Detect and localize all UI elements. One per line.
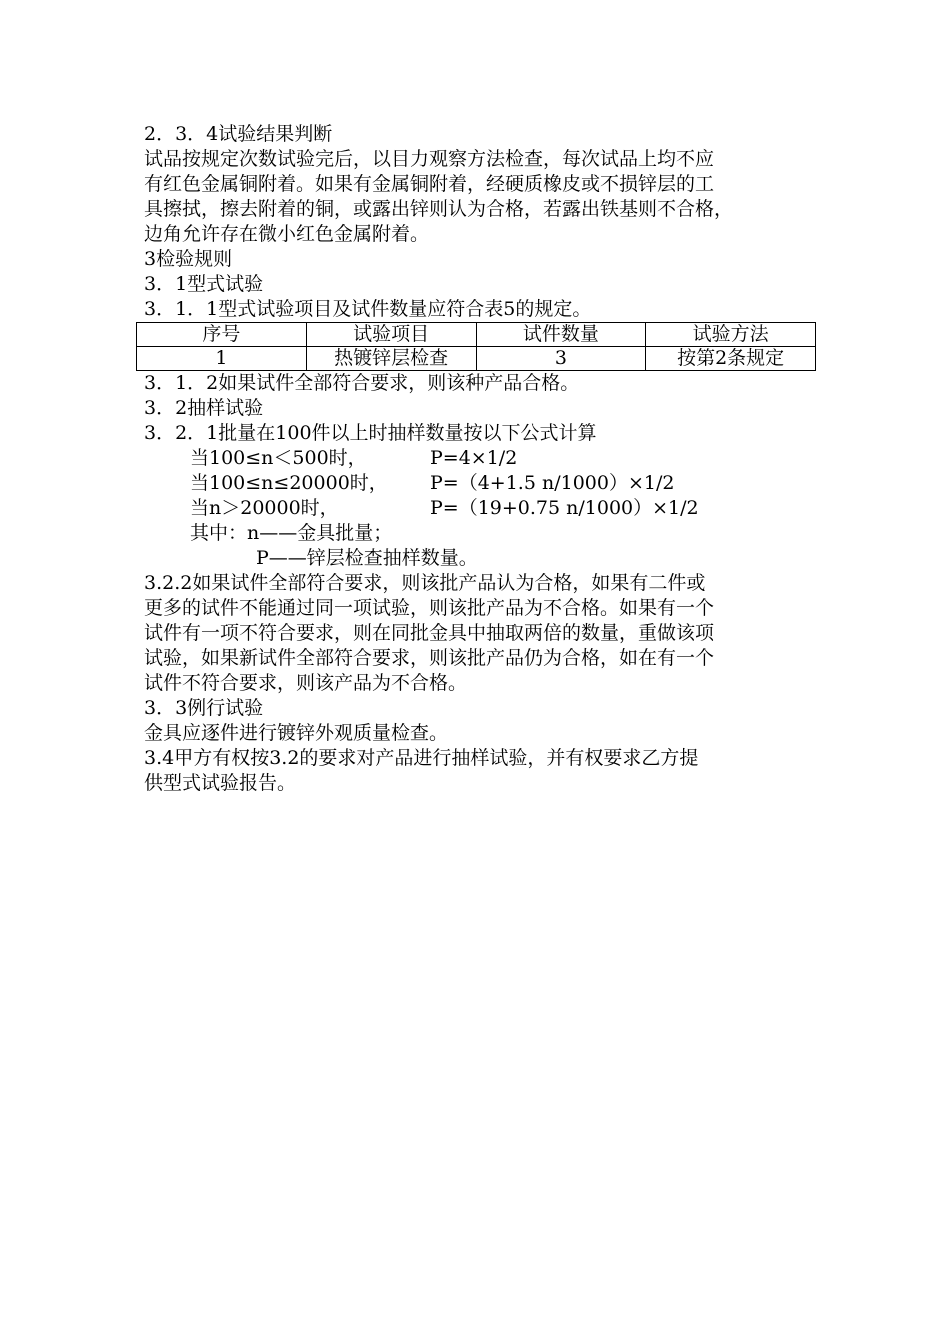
paragraph-line: 更多的试件不能通过同一项试验，则该批产品为不合格。如果有一个 bbox=[144, 597, 715, 619]
paragraph-line: 3．1．1型式试验项目及试件数量应符合表5的规定。 bbox=[144, 298, 592, 320]
paragraph-line: 3．1．2如果试件全部符合要求，则该种产品合格。 bbox=[144, 372, 580, 394]
paragraph-line: 试验，如果新试件全部符合要求，则该批产品仍为合格，如在有一个 bbox=[144, 647, 715, 669]
table-row bbox=[137, 347, 816, 371]
paragraph-line: 3.2.2如果试件全部符合要求，则该批产品认为合格，如果有二件或 bbox=[144, 572, 706, 594]
heading-3-3: 3．3例行试验 bbox=[144, 697, 264, 719]
paragraph-line: 供型式试验报告。 bbox=[144, 772, 297, 794]
where-line: P——锌层检查抽样数量。 bbox=[256, 547, 478, 569]
formula-expression: P=（19+0.75 n/1000）×1/2 bbox=[430, 497, 699, 519]
table-cell: 1 bbox=[137, 347, 307, 371]
formula-line bbox=[144, 471, 814, 496]
where-line: 其中：n——金具批量； bbox=[190, 522, 393, 544]
paragraph-line: 试件不符合要求，则该产品为不合格。 bbox=[144, 672, 468, 694]
paragraph-line: 试件有一项不符合要求，则在同批金具中抽取两倍的数量，重做该项 bbox=[144, 622, 715, 644]
table-header-cell: 试件数量 bbox=[476, 323, 646, 347]
table-cell: 热镀锌层检查 bbox=[306, 347, 476, 371]
formula-condition: 当100≤n≤20000时， bbox=[190, 472, 388, 494]
formula-expression: P=4×1/2 bbox=[430, 447, 518, 469]
formula-condition: 当100≤n＜500时， bbox=[190, 447, 367, 469]
paragraph-line: 试品按规定次数试验完后，以目力观察方法检查，每次试品上均不应 bbox=[144, 148, 715, 170]
heading-3-1: 3．1型式试验 bbox=[144, 273, 264, 295]
formula-line bbox=[144, 496, 814, 521]
heading-3: 3检验规则 bbox=[144, 248, 233, 270]
document-page bbox=[144, 122, 814, 796]
table-header-cell: 试验方法 bbox=[646, 323, 816, 347]
paragraph-line: 3.4甲方有权按3.2的要求对产品进行抽样试验，并有权要求乙方提 bbox=[144, 747, 699, 769]
paragraph-line: 金具应逐件进行镀锌外观质量检查。 bbox=[144, 722, 449, 744]
table-header-row bbox=[137, 323, 816, 347]
test-items-table bbox=[136, 322, 816, 371]
paragraph-line: 具擦拭，擦去附着的铜，或露出锌则认为合格，若露出铁基则不合格， bbox=[144, 198, 734, 220]
formula-condition: 当n＞20000时， bbox=[190, 497, 339, 519]
paragraph-line: 有红色金属铜附着。如果有金属铜附着，经硬质橡皮或不损锌层的工 bbox=[144, 173, 715, 195]
paragraph-line: 3．2．1批量在100件以上时抽样数量按以下公式计算 bbox=[144, 422, 597, 444]
table-cell: 3 bbox=[476, 347, 646, 371]
formula-expression: P=（4+1.5 n/1000）×1/2 bbox=[430, 472, 675, 494]
heading-3-2: 3．2抽样试验 bbox=[144, 397, 264, 419]
table-cell: 按第2条规定 bbox=[646, 347, 816, 371]
table-header-cell: 序号 bbox=[137, 323, 307, 347]
paragraph-line: 边角允许存在微小红色金属附着。 bbox=[144, 223, 430, 245]
table-header-cell: 试验项目 bbox=[306, 323, 476, 347]
formula-line bbox=[144, 446, 814, 471]
heading-2-3-4: 2．3．4试验结果判断 bbox=[144, 123, 333, 145]
